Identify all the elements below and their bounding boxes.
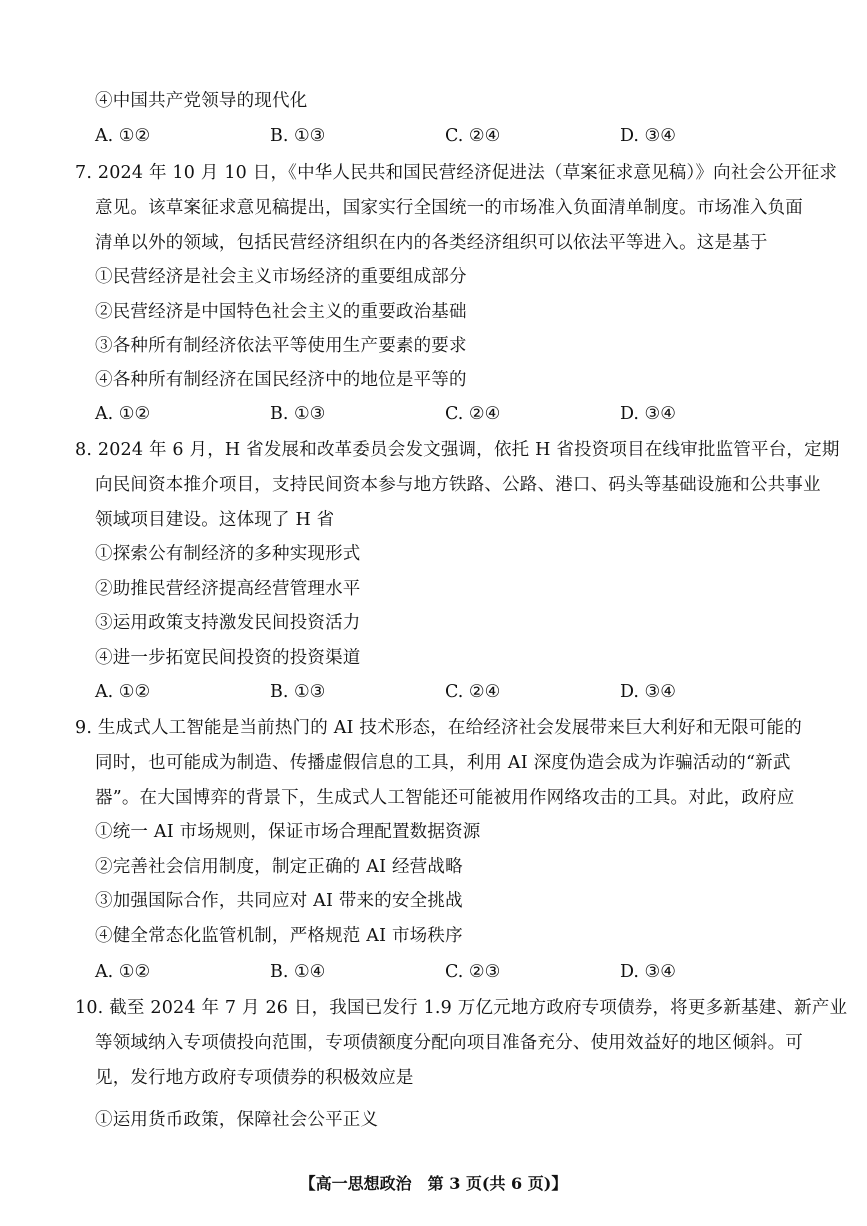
- q8-choice-c: C. ②④: [445, 682, 501, 702]
- q8-choice-d: D. ③④: [620, 682, 676, 702]
- q9-choice-a: A. ①②: [95, 962, 151, 982]
- q6-choices: [0, 124, 867, 148]
- q7-choice-a: A. ①②: [95, 404, 151, 424]
- q8-stem-line-1: 8. 2024 年 6 月，H 省发展和改革委员会发文强调，依托 H 省投资项目在线审批监管平台，定期: [75, 440, 840, 460]
- q7-option-2: ②民营经济是中国特色社会主义的重要政治基础: [95, 302, 467, 322]
- q7-stem-line-1: 7. 2024 年 10 月 10 日，《中华人民共和国民营经济促进法（草案征求意见稿）》向社会公开征求: [75, 163, 838, 183]
- q10-option-1: ①运用货币政策，保障社会公平正义: [95, 1110, 379, 1130]
- q9-stem-line-2: 同时，也可能成为制造、传播虚假信息的工具，利用 AI 深度伪造会成为诈骗活动的“新武: [95, 753, 791, 773]
- q6-choice-a: A. ①②: [95, 126, 151, 146]
- q8-choice-a: A. ①②: [95, 682, 151, 702]
- q9-choices: [0, 960, 867, 984]
- q7-option-3: ③各种所有制经济依法平等使用生产要素的要求: [95, 336, 467, 356]
- q7-stem-line-2: 意见。该草案征求意见稿提出，国家实行全国统一的市场准入负面清单制度。市场准入负面: [95, 198, 803, 218]
- q7-choice-c: C. ②④: [445, 404, 501, 424]
- q7-choices: [0, 402, 867, 426]
- q8-choice-b: B. ①③: [270, 682, 326, 702]
- q10-stem-line-1: 10. 截至 2024 年 7 月 26 日，我国已发行 1.9 万亿元地方政府专项债券，将更多新基建、新产业: [75, 998, 848, 1018]
- q9-choice-c: C. ②③: [445, 962, 501, 982]
- q8-stem-line-3: 领域项目建设。这体现了 H 省: [95, 510, 335, 530]
- page-footer: 【高一思想政治 第 3 页(共 6 页)】: [299, 1174, 568, 1193]
- q9-option-4: ④健全常态化监管机制，严格规范 AI 市场秩序: [95, 926, 463, 946]
- q7-stem-line-3: 清单以外的领域，包括民营经济组织在内的各类经济组织可以依法平等进入。这是基于: [95, 233, 768, 253]
- q9-choice-d: D. ③④: [620, 962, 676, 982]
- q7-option-4: ④各种所有制经济在国民经济中的地位是平等的: [95, 370, 467, 390]
- q8-option-2: ②助推民营经济提高经营管理水平: [95, 579, 361, 599]
- q10-stem-line-2: 等领域纳入专项债投向范围，专项债额度分配向项目准备充分、使用效益好的地区倾斜。可: [95, 1033, 803, 1053]
- q9-option-1: ①统一 AI 市场规则，保证市场合理配置数据资源: [95, 822, 481, 842]
- q8-option-4: ④进一步拓宽民间投资的投资渠道: [95, 648, 361, 668]
- q7-option-1: ①民营经济是社会主义市场经济的重要组成部分: [95, 267, 467, 287]
- q6-choice-d: D. ③④: [620, 126, 676, 146]
- q8-option-1: ①探索公有制经济的多种实现形式: [95, 544, 361, 564]
- q9-stem-line-1: 9. 生成式人工智能是当前热门的 AI 技术形态，在给经济社会发展带来巨大利好和无限可能的: [75, 718, 802, 738]
- q6-option-4: ④中国共产党领导的现代化: [95, 91, 308, 111]
- q7-choice-d: D. ③④: [620, 404, 676, 424]
- q9-choice-b: B. ①④: [270, 962, 326, 982]
- q9-option-2: ②完善社会信用制度，制定正确的 AI 经营战略: [95, 857, 463, 877]
- q8-option-3: ③运用政策支持激发民间投资活力: [95, 613, 361, 633]
- q9-stem-line-3: 器”。在大国博弈的背景下，生成式人工智能还可能被用作网络攻击的工具。对此，政府应: [95, 788, 795, 808]
- q7-choice-b: B. ①③: [270, 404, 326, 424]
- q9-option-3: ③加强国际合作，共同应对 AI 带来的安全挑战: [95, 891, 463, 911]
- q6-choice-c: C. ②④: [445, 126, 501, 146]
- q10-stem-line-3: 见，发行地方政府专项债券的积极效应是: [95, 1068, 414, 1088]
- q6-choice-b: B. ①③: [270, 126, 326, 146]
- q8-choices: [0, 680, 867, 704]
- q8-stem-line-2: 向民间资本推介项目，支持民间资本参与地方铁路、公路、港口、码头等基础设施和公共事业: [95, 475, 821, 495]
